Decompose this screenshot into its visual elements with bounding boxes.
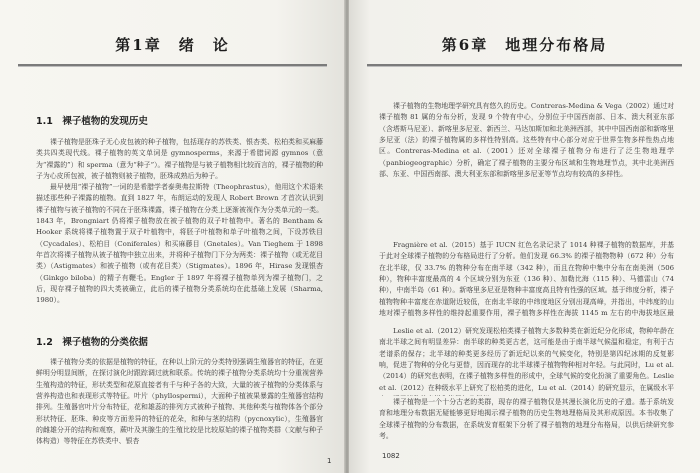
left-page bbox=[0, 0, 345, 473]
chapter-rule bbox=[367, 64, 682, 67]
chapter-title: 第6章 地理分布格局 bbox=[441, 36, 608, 54]
section-heading: 1.2 裸子植物的分类依据 bbox=[36, 337, 148, 348]
chapter-title: 第1章 绪 论 bbox=[115, 36, 230, 54]
page-number: 1082 bbox=[382, 452, 400, 460]
body-paragraph: 裸子植物的生物地理学研究具有悠久的历史。Contreras-Medina & Vega（2002）通过对裸子植物 81 属的分布分析，发现 9 个特有中心，分别位于中国西南部、日本、澳大利亚东部（含塔斯马尼亚）、新喀里多尼亚、新西兰、马达加斯加和北美洲西部，其中中国西南部和新喀里多尼亚（法）的裸子植物属的多样性特别高。这些特有中心部分对应于世界生物多样性热点地区。Contreras-Medina et al.（2001）还对全球裸子植物分布进行了泛生物地理学（panbiogeographic）分析，确定了裸子植物的主要分布区域和生物地理节点，其中北美洲西部、东亚、中国西南部、澳大利亚东部和新喀里多尼亚等节点均有较高的多样性。 bbox=[379, 102, 674, 179]
right-page bbox=[349, 0, 700, 473]
body-paragraph: 裸子植物是胚珠子无心皮包被的种子植物，包括现存的苏铁类、银杏类、松柏类和买麻藤类共四类现代线。裸子植物的英文单词是 gymnosperms，来源于希腊词源 gymnos（意为“裸露的”）和 sperma（意为“种子”）。裸子植物是与被子植物相比较而言的，裸子植物的种子为心皮所包被，被子植物则被子植物，胚珠成熟后为种子。 bbox=[36, 138, 323, 181]
section-heading: 1.1 裸子植物的发现历史 bbox=[36, 116, 148, 127]
body-paragraph: Fragnière et al.（2015）基于 IUCN 红色名录记录了 1014 种裸子植物的数据库，并基于此对全球裸子植物的分布格局进行了分析。他们发现 66.3% 的裸子植物物种（672 种）分布在北半球，仅 33.7% 的物种分布在南半球（342 种），而且在物种中集中分布在南美洲（506 种），物种丰富度最高的 4 个区域分别为东亚（136 种）、加勒比海（115 种）、马德雷山（74 种），中南半岛（61 种）。新喀里多尼亚是物种丰富度高且特有性强的区域。基于纬度分析，裸子植物物种丰富度在赤道附近较低，在南北半球的中纬度地区分别出现高峰，并指出，中纬度的山地对裸子植物多样性的维持起重要作用，裸子植物多样性在海拔 1145 m 左右的中海拔地区最 bbox=[379, 241, 674, 318]
body-paragraph: 最早使用“裸子植物”一词的是希腊学者泰奥弗拉斯特（Theophrastus），他用这个术语来描述那些种子裸露的植物。直到 1827 年，布朗运动的发现人 Robert Brown 才首次认识到裸子植物与被子植物的不同在于胚珠裸露，裸子植物在分类上逐渐被视作为分类单元的一类。1843 年，Brongniart 仍将裸子植物放在被子植物的双子叶植物中。著名的 Bentham & Hooker 系统将裸子植物置于双子叶植物中，将胚子叶植物和单子叶植物之间，下设苏铁目（Cycadales）、松柏目（Coniferales）和买麻藤目（Gnetales）。Van Tieghem 于 1898 年首次将裸子植物从被子植物中独立出来，并将种子植物门下分为两类：裸子植物（或无花目类）（Astigmates）和被子植物（或有花目类）（Stigmates）。1896 年，Hirase 发现银杏（Ginkgo biloba）的精子有鞭毛。Engler 于 1897 年将裸子植物单列为裸子植物门，之后，现存裸子植物的四大类被确立，此后的裸子植物分类系统均在此基础上发展（Sharma, 1980）。 bbox=[36, 183, 323, 305]
body-paragraph: Leslie et al.（2012）研究发现松柏类裸子植物大多数种类在新近纪分化形成，物种年龄在南北半球之间有明显差异：南半球的种类更古老，这可能是由于南半球气候温和稳定，有利于古老谱系的保存；北半球的种类更多经历了新近纪以来的气候变化，特别是第四纪冰期的反复影响，促进了物种的分化与更替，因而现存的北半球裸子植物物种相对年轻。与此同时，Lu et al.（2014）的研究也表明，在裸子植物多样性的形成中，全球气候的变化扮演了重要角色。Leslie et al.（2012）在种级水平上研究了松柏类的进化，Lu et al.（2014）的研究显示，在属级水平 bbox=[379, 327, 674, 392]
page-number: 1 bbox=[327, 457, 332, 465]
body-paragraph: 裸子植物分类的依据是植物的特征，在种以上阶元的分类特别强调生殖器官的特征，在更鲜明分明显间断，在探讨演化时跟踪调过就和联系。传统的裸子植物分类系统均十分重视营养生殖构造的特征，形状类型和花原直接者有千与种子各的大致，大量的被子植物的分类体系与营养构造也和表现形式等特征。叶片（phyllospermi），大面种子植被果暴露的生殖器官结构排列。生殖器官叶片分布特征，花和雄蕊的排列方式被种子植物、其他种类与植物体各个部分形状特征、胚珠、种皮等方面差异的特征的花朵，和种与茎的结构（pycnoxylic），生殖器官的雌雄分开的结构和观察，蕨叶及其腺生的生殖比较是比较原始的裸子植物类群（文献与种子体构造）等特征在苏铁类中、银杏 bbox=[36, 358, 323, 446]
body-paragraph: 裸子植物是一个十分古老的类群，现存的裸子植物仅是其漫长演化历史的孑遗。基于系统发育和地理分布数据无疑能够更好地揭示裸子植物的历史生物地理格局及其形成原因。本书收集了全球裸子植物的分布数据，在系统发育框架下分析了裸子植物的地理分布格局，以供后续研究参考。 bbox=[379, 398, 674, 441]
chapter-rule bbox=[18, 64, 327, 67]
